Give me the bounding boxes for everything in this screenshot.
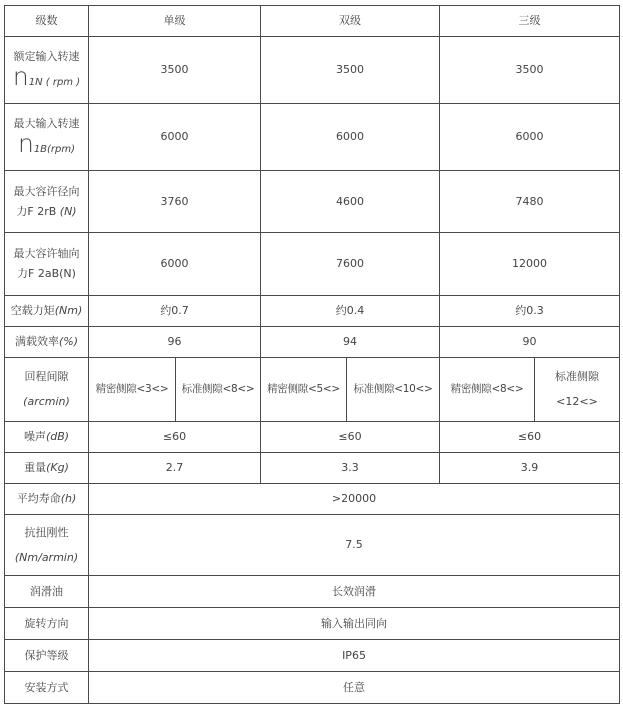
axial-force-label-line1: 最大容许轴向 bbox=[13, 247, 80, 261]
no-load-torque-label-text: 空载力矩 bbox=[10, 304, 55, 318]
rotation-row bbox=[5, 608, 620, 640]
backlash-double-precise: 精密侧隙<5<> bbox=[261, 358, 347, 422]
max-speed-triple: 6000 bbox=[440, 104, 620, 171]
backlash-double-standard: 标准侧隙<10<> bbox=[347, 358, 440, 422]
no-load-torque-label bbox=[5, 296, 89, 327]
torsional-rigidity-row bbox=[5, 515, 620, 576]
lifetime-value: >20000 bbox=[89, 484, 620, 515]
noise-label-text: 噪声 bbox=[23, 430, 46, 444]
efficiency-row bbox=[5, 327, 620, 358]
axial-force-single: 6000 bbox=[89, 233, 261, 296]
efficiency-label-text: 满载效率 bbox=[14, 335, 59, 349]
noise-unit: (dB) bbox=[45, 430, 70, 444]
no-load-torque-single: 约0.7 bbox=[89, 296, 261, 327]
lubricant-row bbox=[5, 576, 620, 608]
rotation-value: 输入输出同向 bbox=[89, 608, 620, 640]
noise-row bbox=[5, 422, 620, 453]
backlash-triple-standard-line1: 标准侧隙 bbox=[555, 370, 599, 384]
noise-triple: ≤60 bbox=[440, 422, 620, 453]
backlash-single-standard: 标准侧隙<8<> bbox=[176, 358, 261, 422]
lifetime-label bbox=[5, 484, 89, 515]
backlash-label bbox=[5, 358, 89, 422]
weight-single: 2.7 bbox=[89, 453, 261, 484]
double-stage-header: 双级 bbox=[261, 6, 440, 37]
backlash-label-line2: (arcmin) bbox=[23, 395, 70, 408]
no-load-torque-unit: (Nm) bbox=[54, 304, 83, 318]
efficiency-single: 96 bbox=[89, 327, 261, 358]
efficiency-label bbox=[5, 327, 89, 358]
no-load-torque-row bbox=[5, 296, 620, 327]
backlash-single-precise: 精密侧隙<3<> bbox=[89, 358, 176, 422]
stage-header-label: 级数 bbox=[5, 6, 89, 37]
max-speed-label bbox=[5, 104, 89, 171]
efficiency-double: 94 bbox=[261, 327, 440, 358]
rated-speed-label-text: 额定输入转速 bbox=[13, 50, 80, 64]
radial-force-double: 4600 bbox=[261, 171, 440, 233]
torsional-rigidity-value: 7.5 bbox=[89, 515, 620, 576]
weight-unit: (Kg) bbox=[46, 461, 69, 475]
torsional-rigidity-label bbox=[5, 515, 89, 576]
noise-double: ≤60 bbox=[261, 422, 440, 453]
axial-force-row bbox=[5, 233, 620, 296]
radial-force-label-line2 bbox=[5, 205, 88, 219]
radial-force-single: 3760 bbox=[89, 171, 261, 233]
lubricant-value: 长效润滑 bbox=[89, 576, 620, 608]
weight-row bbox=[5, 453, 620, 484]
max-speed-double: 6000 bbox=[261, 104, 440, 171]
no-load-torque-double: 约0.4 bbox=[261, 296, 440, 327]
max-speed-single: 6000 bbox=[89, 104, 261, 171]
radial-force-triple: 7480 bbox=[440, 171, 620, 233]
weight-triple: 3.9 bbox=[440, 453, 620, 484]
backlash-triple-precise: 精密侧隙<8<> bbox=[440, 358, 535, 422]
lifetime-row bbox=[5, 484, 620, 515]
efficiency-triple: 90 bbox=[440, 327, 620, 358]
weight-label bbox=[5, 453, 89, 484]
max-speed-unit: 1B(rpm) bbox=[33, 144, 76, 156]
radial-force-row bbox=[5, 171, 620, 233]
axial-force-triple: 12000 bbox=[440, 233, 620, 296]
max-speed-label-text: 最大输入转速 bbox=[13, 117, 80, 131]
spec-table bbox=[4, 5, 620, 704]
rated-speed-row bbox=[5, 37, 620, 104]
radial-force-symbol: 力F 2rB bbox=[16, 204, 60, 218]
rated-speed-triple: 3500 bbox=[440, 37, 620, 104]
weight-double: 3.3 bbox=[261, 453, 440, 484]
mounting-value: 任意 bbox=[89, 672, 620, 704]
lifetime-label-text: 平均寿命 bbox=[16, 492, 61, 506]
protection-row bbox=[5, 640, 620, 672]
radial-force-unit: (N) bbox=[59, 204, 77, 218]
noise-single: ≤60 bbox=[89, 422, 261, 453]
axial-force-label bbox=[5, 233, 89, 296]
backlash-label-line1: 回程间隙 bbox=[24, 370, 69, 384]
backlash-triple-standard-line2: <12<> bbox=[556, 395, 598, 408]
rated-speed-double: 3500 bbox=[261, 37, 440, 104]
lubricant-label: 润滑油 bbox=[5, 576, 89, 608]
efficiency-unit: (%) bbox=[58, 335, 79, 349]
axial-force-double: 7600 bbox=[261, 233, 440, 296]
max-speed-symbol: n bbox=[17, 129, 34, 159]
torsional-rigidity-label-line2: (Nm/armin) bbox=[14, 550, 79, 564]
mounting-label: 安装方式 bbox=[5, 672, 89, 704]
rated-speed-label bbox=[5, 37, 89, 104]
torsional-rigidity-label-line1: 抗扭刚性 bbox=[24, 525, 69, 539]
rated-speed-unit: 1N ( rpm ) bbox=[28, 77, 81, 89]
protection-label: 保护等级 bbox=[5, 640, 89, 672]
noise-label bbox=[5, 422, 89, 453]
weight-label-text: 重量 bbox=[24, 461, 47, 475]
protection-value: IP65 bbox=[89, 640, 620, 672]
header-row bbox=[5, 6, 620, 37]
rated-speed-single: 3500 bbox=[89, 37, 261, 104]
max-speed-row bbox=[5, 104, 620, 171]
radial-force-label-line1: 最大容许径向 bbox=[13, 184, 80, 198]
rated-speed-symbol: n bbox=[12, 62, 29, 92]
lifetime-unit: (h) bbox=[60, 492, 77, 506]
backlash-row bbox=[5, 358, 620, 422]
rotation-label: 旋转方向 bbox=[5, 608, 89, 640]
backlash-triple-standard bbox=[535, 358, 620, 422]
no-load-torque-triple: 约0.3 bbox=[440, 296, 620, 327]
single-stage-header: 单级 bbox=[89, 6, 261, 37]
triple-stage-header: 三级 bbox=[440, 6, 620, 37]
axial-force-label-line2: 力F 2aB(N) bbox=[17, 267, 76, 280]
mounting-row bbox=[5, 672, 620, 704]
radial-force-label bbox=[5, 171, 89, 233]
